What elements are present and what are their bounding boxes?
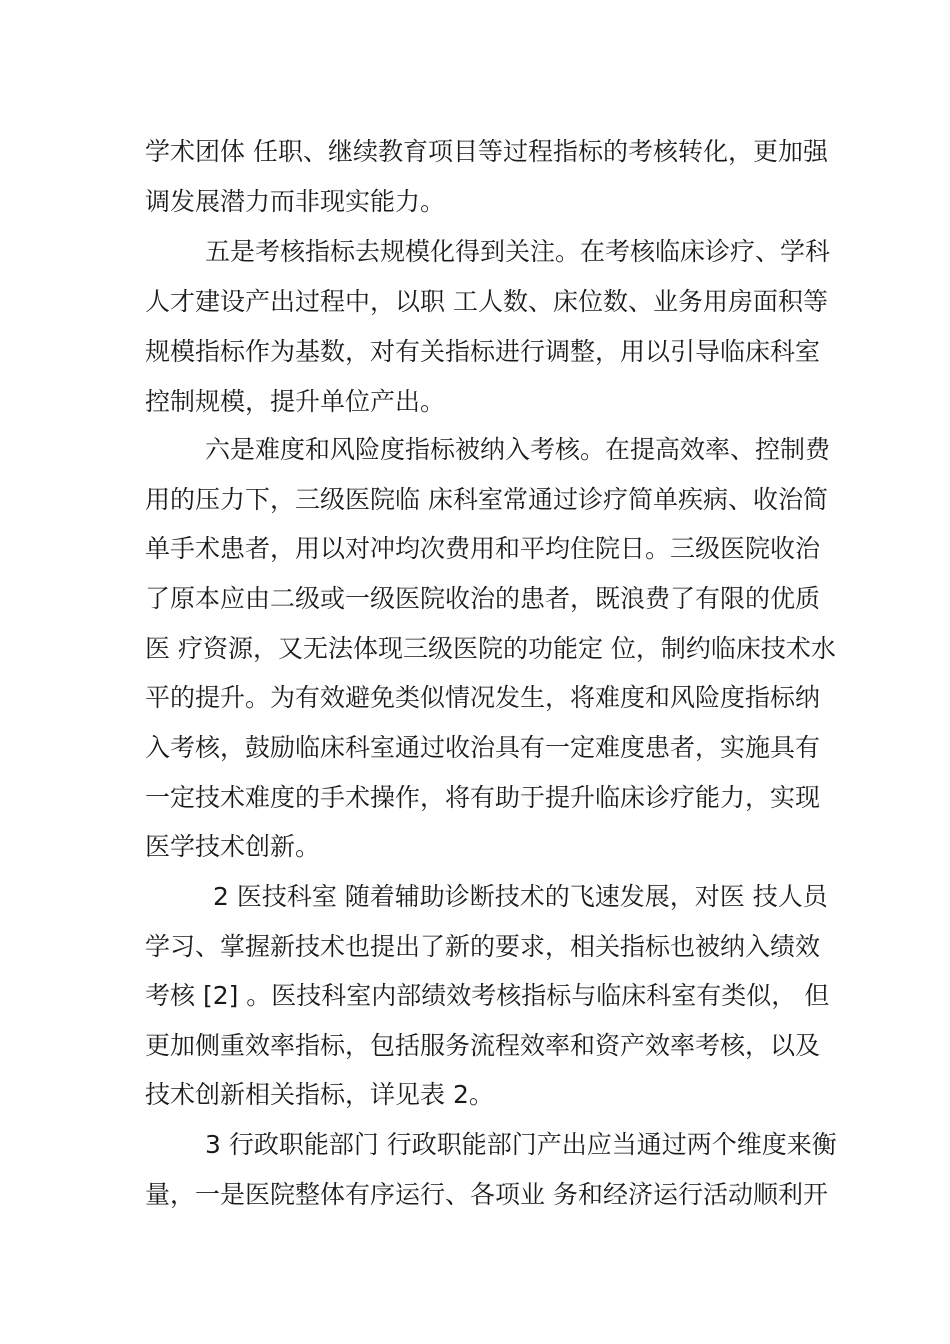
text-line-9: 单手术患者，用以对冲均次费用和平均住院日。三级医院收治 bbox=[145, 534, 821, 563]
text-line-13: 入考核，鼓励临床科室通过收治具有一定难度患者，实施具有 bbox=[145, 733, 821, 762]
text-line-15: 医学技术创新。 bbox=[145, 832, 321, 861]
paragraph-5-start: 五是考核指标去规模化得到关注。在考核临床诊疗、学科 bbox=[205, 237, 831, 266]
text-line-4: 人才建设产出过程中，以职 工人数、床位数、业务用房面积等 bbox=[145, 287, 828, 316]
text-line-5: 规模指标作为基数，对有关指标进行调整，用以引导临床科室 bbox=[145, 337, 821, 366]
text-line-1: 学术团体 任职、继续教育项目等过程指标的考核转化，更加强 bbox=[145, 137, 828, 166]
text-line-11: 医 疗资源，又无法体现三级医院的功能定 位，制约临床技术水 bbox=[145, 634, 836, 663]
text-line-6: 控制规模，提升单位产出。 bbox=[145, 387, 446, 416]
text-line-10: 了原本应由二级或一级医院收治的患者，既浪费了有限的优质 bbox=[145, 584, 821, 613]
text-line-18: 考核 [2] 。医技科室内部绩效考核指标与临床科室有类似， 但 bbox=[145, 981, 830, 1010]
section-3-heading: 3 行政职能部门 行政职能部门产出应当通过两个维度来衡 bbox=[205, 1130, 837, 1159]
paragraph-6-start: 六是难度和风险度指标被纳入考核。在提高效率、控制费 bbox=[205, 435, 831, 464]
text-line-12: 平的提升。为有效避免类似情况发生，将难度和风险度指标纳 bbox=[145, 683, 821, 712]
text-line-19: 更加侧重效率指标，包括服务流程效率和资产效率考核，以及 bbox=[145, 1031, 821, 1060]
text-line-14: 一定技术难度的手术操作，将有助于提升临床诊疗能力，实现 bbox=[145, 783, 821, 812]
text-line-22: 量，一是医院整体有序运行、各项业 务和经济运行活动顺利开 bbox=[145, 1180, 828, 1209]
text-line-8: 用的压力下，三级医院临 床科室常通过诊疗简单疾病、收治简 bbox=[145, 485, 828, 514]
section-2-heading: 2 医技科室 随着辅助诊断技术的飞速发展，对医 技人员 bbox=[213, 882, 828, 911]
text-line-17: 学习、掌握新技术也提出了新的要求，相关指标也被纳入绩效 bbox=[145, 932, 821, 961]
text-line-20: 技术创新相关指标，详见表 2。 bbox=[145, 1080, 494, 1109]
text-line-2: 调发展潜力而非现实能力。 bbox=[145, 187, 446, 216]
